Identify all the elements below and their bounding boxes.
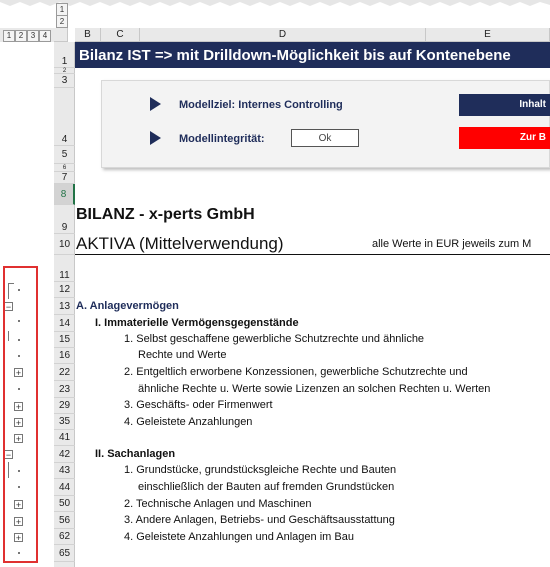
expand-group-button[interactable]: + — [15, 517, 22, 527]
zur-bilanz-button[interactable]: Zur B — [459, 127, 550, 149]
row-header-4[interactable]: 4 — [54, 88, 75, 146]
row-header-44[interactable]: 44 — [54, 479, 75, 496]
expand-group-button[interactable]: + — [15, 368, 22, 378]
expand-group-button[interactable]: + — [15, 434, 22, 444]
row-header-56[interactable]: 56 — [54, 512, 75, 529]
expand-group-button[interactable]: + — [15, 402, 22, 412]
row-outline-level-3[interactable]: 3 — [27, 30, 39, 42]
inhalt-button[interactable]: Inhalt — [459, 94, 550, 116]
row-header-42[interactable]: 42 — [54, 446, 75, 463]
row-header-29[interactable]: 29 — [54, 398, 75, 414]
item-i2-line1: 2. Entgeltlich erworbene Konzessionen, gewerbliche Schutzrechte und — [124, 366, 468, 378]
expand-group-button[interactable]: + — [15, 533, 22, 543]
aktiva-header: AKTIVA (Mittelverwendung) — [76, 234, 284, 253]
title-banner: Bilanz IST => mit Drilldown-Möglichkeit bis auf Kontenebene — [75, 42, 550, 68]
row-header-13[interactable]: 13 — [54, 298, 75, 315]
row-header-35[interactable]: 35 — [54, 414, 75, 430]
row-header-14[interactable]: 14 — [54, 315, 75, 332]
bullet-triangle-icon — [150, 97, 161, 111]
row-header-6[interactable]: 6 — [54, 164, 75, 172]
row-header-3[interactable]: 3 — [54, 74, 75, 88]
row-header-11[interactable]: 11 — [54, 255, 75, 282]
row-outline-level-1[interactable]: 1 — [3, 30, 15, 42]
item-i1-line2: Rechte und Werte — [138, 349, 227, 361]
column-header-c[interactable]: C — [101, 28, 140, 42]
row-outline-level-2[interactable]: 2 — [15, 30, 27, 42]
row-header-5[interactable]: 5 — [54, 146, 75, 164]
company-title: BILANZ - x-perts GmbH — [76, 206, 255, 223]
select-all-corner[interactable] — [54, 28, 68, 42]
row-header-41[interactable]: 41 — [54, 430, 75, 446]
currency-note: alle Werte in EUR jeweils zum M — [372, 238, 532, 250]
expand-group-button[interactable]: + — [15, 418, 22, 428]
header-underline — [75, 254, 550, 255]
item-sachanlagen: II. Sachanlagen — [95, 448, 176, 460]
collapse-group-button[interactable]: − — [5, 450, 12, 460]
row-header-10[interactable]: 10 — [54, 234, 75, 255]
item-i3: 3. Geschäfts- oder Firmenwert — [124, 399, 273, 411]
column-header-e[interactable]: E — [426, 28, 550, 42]
row-header-15[interactable]: 15 — [54, 332, 75, 348]
row-header-16[interactable]: 16 — [54, 348, 75, 364]
modellintegritaet-label: Modellintegrität: — [179, 133, 265, 145]
expand-group-button[interactable]: + — [15, 500, 22, 510]
item-ii3: 3. Andere Anlagen, Betriebs- und Geschäftsausstattung — [124, 514, 395, 526]
row-header-7[interactable]: 7 — [54, 172, 75, 184]
item-ii4: 4. Geleistete Anzahlungen und Anlagen im Bau — [124, 531, 354, 543]
torn-edge — [0, 0, 550, 8]
collapse-group-button[interactable]: − — [5, 302, 12, 312]
column-header-b[interactable]: B — [75, 28, 101, 42]
row-header-43[interactable]: 43 — [54, 463, 75, 479]
row-header-8[interactable]: 8 — [54, 184, 75, 205]
item-immaterielle: I. Immaterielle Vermögensgegenstände — [95, 317, 299, 329]
modellziel-label: Modellziel: Internes Controlling — [179, 99, 343, 111]
integrity-status-box: Ok — [291, 129, 359, 147]
row-header-23[interactable]: 23 — [54, 381, 75, 398]
bullet-triangle-icon — [150, 131, 161, 145]
column-outline-level-1[interactable]: 1 — [56, 3, 68, 16]
column-outline-level-2[interactable]: 2 — [56, 15, 68, 28]
row-header-9[interactable]: 9 — [54, 205, 75, 234]
row-header-50[interactable]: 50 — [54, 496, 75, 512]
row-header-22[interactable]: 22 — [54, 364, 75, 381]
row-header-12[interactable]: 12 — [54, 282, 75, 298]
annotation-highlight-box — [3, 266, 38, 563]
row-header-1[interactable]: 1 — [54, 42, 75, 68]
item-ii1-line1: 1. Grundstücke, grundstücksgleiche Rechte und Bauten — [124, 464, 397, 476]
item-i4: 4. Geleistete Anzahlungen — [124, 416, 253, 428]
item-ii2: 2. Technische Anlagen und Maschinen — [124, 498, 312, 510]
row-header-62[interactable]: 62 — [54, 529, 75, 545]
column-outline-levels — [54, 0, 68, 28]
row-outline-levels — [0, 28, 54, 42]
column-header-d[interactable]: D — [140, 28, 426, 42]
row-outline-level-4[interactable]: 4 — [39, 30, 51, 42]
row-header-65[interactable]: 65 — [54, 545, 75, 562]
item-ii1-line2: einschließlich der Bauten auf fremden Grundstücken — [138, 481, 395, 493]
item-i1-line1: 1. Selbst geschaffene gewerbliche Schutzrechte und ähnliche — [124, 333, 425, 345]
item-anlagevermoegen: A. Anlagevermögen — [76, 300, 179, 312]
item-i2-line2: ähnliche Rechte u. Werte sowie Lizenzen an solchen Rechten u. Werten — [138, 383, 491, 395]
row-header-2[interactable]: 2 — [54, 68, 75, 74]
